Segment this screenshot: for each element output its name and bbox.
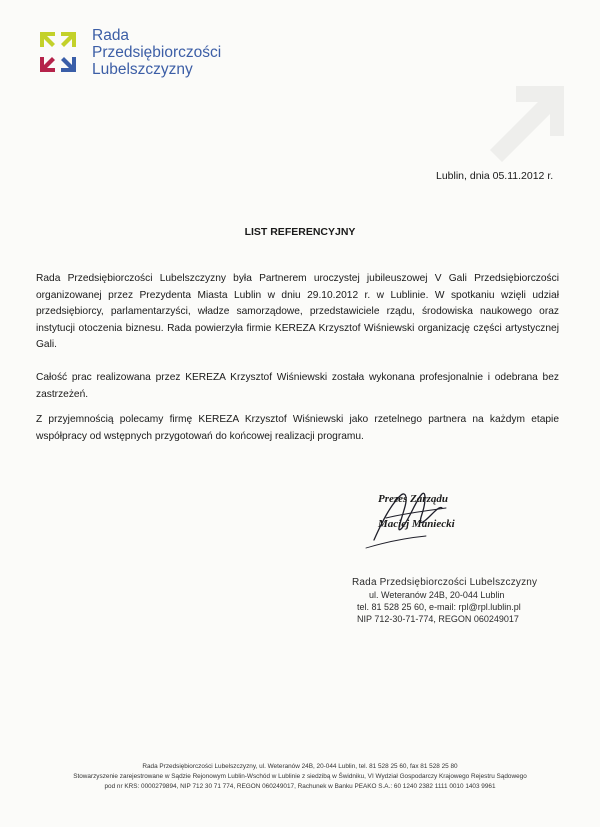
org-name-line-3: Lubelszczyzny — [92, 61, 193, 78]
org-name-line-1: Rada — [92, 27, 130, 44]
paragraph-3: Z przyjemnością polecamy firmę KEREZA Krzysztof Wiśniewski jako rzetelnego partnera na każdym etapie współpracy od wstępnych przygotowań do końcowej realizacji programu. — [36, 414, 559, 442]
footer-line-3: pod nr KRS: 0000279894, NIP 712 30 71 774, REGON 060249017, Rachunek w Banku PEAKO S.A.: 60 1240 2382 1111 0010 1403 9961 — [104, 782, 496, 790]
logo-arrow-top-right — [61, 32, 76, 47]
stamp-contact: tel. 81 528 25 60, e-mail: rpl@rpl.lublin.pl — [357, 602, 521, 612]
stamp-nip-regon: NIP 712-30-71-774, REGON 060249017 — [357, 614, 519, 624]
logo-arrow-bottom-left — [40, 57, 55, 72]
paragraph-2: Całość prac realizowana przez KEREZA Krzysztof Wiśniewski została wykonana profesjonalnie i odebrana bez zastrzeżeń. — [36, 372, 559, 400]
signatory-name: Maciej Maniecki — [378, 518, 455, 530]
organization-stamp — [352, 577, 537, 625]
logo-arrow-top-left — [40, 32, 55, 47]
organization-logo-icon — [38, 30, 78, 74]
letter-date: Lublin, dnia 05.11.2012 r. — [436, 170, 554, 182]
letter-title: LIST REFERENCYJNY — [244, 226, 356, 238]
paragraph-1: Rada Przedsiębiorczości Lubelszczyzny była Partnerem uroczystej jubileuszowej V Gali Przedsiębiorczości organizowanej przez Prezydenta Miasta Lublin w dniu 29.10.2012 r. w Lublinie. W spotkaniu wzięli udział przedsiębiorcy, parlamentarzyści, władze samorządowe, przedstawiciele rządu, środowiska naukowego oraz instytucji otoczenia biznesu. Rada powierzyła firmie KEREZA Krzysztof Wiśniewski organizację części artystycznej Gali. — [36, 273, 559, 350]
org-name-line-2: Przedsiębiorczości — [92, 44, 222, 61]
watermark-arrow-icon — [486, 84, 566, 164]
letter-footer — [0, 762, 600, 791]
stamp-org-name: Rada Przedsiębiorczości Lubelszczyzny — [352, 577, 538, 588]
logo-arrow-bottom-right — [61, 57, 76, 72]
footer-line-1: Rada Przedsiębiorczości Lubelszczyzny, ul. Weteranów 24B, 20-044 Lublin, tel. 81 528 25 60, fax 81 528 25 80 — [142, 763, 458, 770]
organization-name — [92, 27, 221, 78]
signatory-title: Prezes Zarządu — [378, 493, 448, 505]
stamp-address: ul. Weteranów 24B, 20-044 Lublin — [369, 590, 505, 600]
footer-line-2: Stowarzyszenie zarejestrowane w Sądzie Rejonowym Lublin-Wschód w Lublinie z siedzibą w Świdniku, VI Wydział Gospodarczy Krajowego Rejestru Sądowego — [73, 772, 527, 780]
